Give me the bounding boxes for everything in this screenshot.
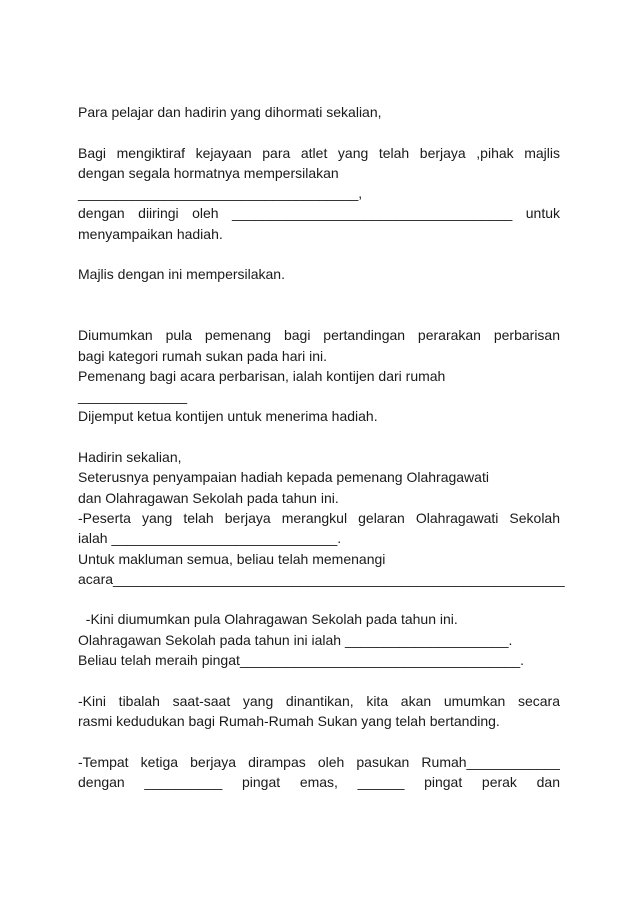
paragraph-line: dengan diiringi oleh ____________________________________ untuk [78, 205, 560, 222]
blank-line [78, 731, 560, 751]
paragraph-line: ialah _____________________________. [78, 530, 342, 547]
paragraph-line: -Kini tibalah saat-saat yang dinantikan, kita akan umumkan secara [78, 692, 560, 709]
blank-line [78, 122, 560, 142]
paragraph-line: -Tempat ketiga berjaya dirampas oleh pasukan Rumah____________ [78, 753, 560, 770]
paragraph-line: Dijemput ketua kontijen untuk menerima hadiah. [78, 408, 378, 425]
paragraph-line: Seterusnya penyampaian hadiah kepada pemenang Olahragawati [78, 469, 489, 486]
paragraph-line: -Peserta yang telah berjaya merangkul gelaran Olahragawati Sekolah [78, 509, 560, 526]
paragraph-line: Pemenang bagi acara perbarisan, ialah kontijen dari rumah [78, 367, 446, 384]
paragraph-line: rasmi kedudukan bagi Rumah-Rumah Sukan yang telah bertanding. [78, 712, 500, 729]
blank-line [78, 244, 560, 264]
blank-line [78, 589, 560, 609]
greeting-line: Para pelajar dan hadirin yang dihormati sekalian, [78, 104, 382, 120]
paragraph-line: Olahragawan Sekolah pada tahun ini ialah _____________________. [78, 631, 513, 648]
paragraph-line: Untuk makluman semua, beliau telah memenangi [78, 550, 386, 567]
paragraph-line: dan Olahragawan Sekolah pada tahun ini. [78, 489, 339, 506]
paragraph-line: Bagi mengiktiraf kejayaan para atlet yang telah berjaya ,pihak majlis [78, 144, 560, 161]
blank-fill-line: ______________ [78, 388, 188, 405]
blank-line [78, 427, 560, 447]
blank-fill-line: acara__________________________________________________________ [78, 570, 565, 587]
paragraph-line: bagi kategori rumah sukan pada hari ini. [78, 347, 328, 364]
paragraph-line: dengan segala hormatnya mempersilakan [78, 164, 339, 181]
blank-line [78, 670, 560, 690]
blank-line [78, 305, 560, 325]
paragraph-line: menyampaikan hadiah. [78, 225, 223, 242]
paragraph-line: Beliau telah meraih pingat____________________________________. [78, 652, 525, 669]
paragraph-line: Hadirin sekalian, [78, 449, 182, 466]
paragraph-line: -Kini diumumkan pula Olahragawan Sekolah pada tahun ini. [78, 611, 458, 628]
blank-line [78, 285, 560, 305]
paragraph-line: Majlis dengan ini mempersilakan. [78, 266, 285, 283]
document-body [78, 102, 565, 792]
blank-fill-line: ____________________________________, [78, 185, 363, 202]
paragraph-line: dengan __________ pingat emas, ______ pingat perak dan [78, 773, 560, 790]
paragraph-line: Diumumkan pula pemenang bagi pertandingan perarakan perbarisan [78, 327, 560, 344]
